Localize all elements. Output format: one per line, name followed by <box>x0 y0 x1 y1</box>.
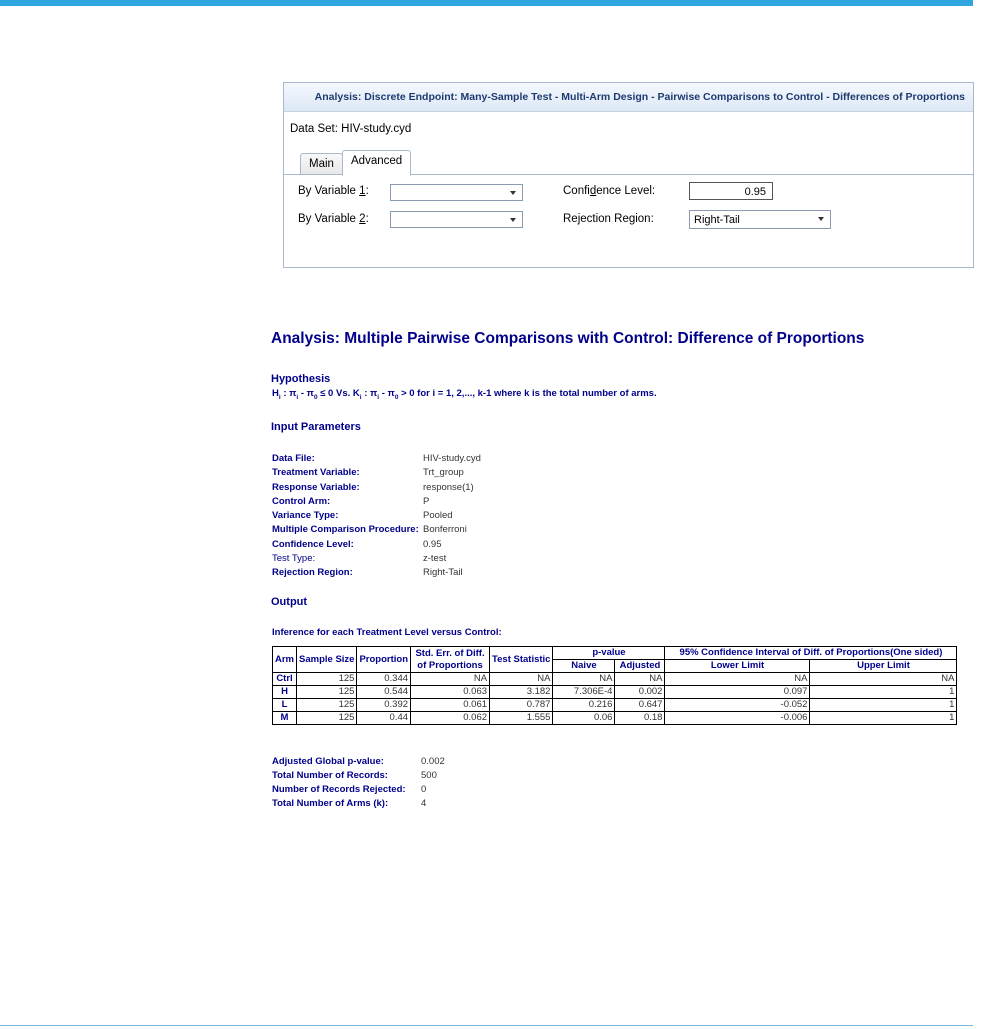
tab-bar <box>284 149 973 175</box>
table-row: M 125 0.44 0.062 1.555 0.06 0.18 -0.006 1 <box>273 712 957 725</box>
by-variable-2-dropdown[interactable] <box>390 211 523 228</box>
hypothesis-heading: Hypothesis <box>271 373 331 385</box>
by-variable-1-label: By Variable 1: <box>298 185 369 197</box>
col-proportion: Proportion <box>357 647 411 673</box>
tab-main[interactable]: Main <box>300 153 343 174</box>
by-variable-2-label: By Variable 2: <box>298 213 369 225</box>
dialog-title: Analysis: Discrete Endpoint: Many-Sample Test - Multi-Arm Design - Pairwise Comparisons to Control - Differences of Proportions <box>284 83 973 112</box>
analysis-dialog <box>283 82 974 268</box>
by-variable-1-dropdown[interactable] <box>390 184 523 201</box>
results-table <box>272 646 957 725</box>
col-adjusted: Adjusted <box>615 660 665 673</box>
top-rule <box>0 0 973 6</box>
col-std-err: Std. Err. of Diff. of Proportions <box>411 647 490 673</box>
col-ci: 95% Confidence Interval of Diff. of Proportions(One sided) <box>665 647 957 660</box>
rejection-region-dropdown[interactable] <box>689 210 831 229</box>
inference-heading: Inference for each Treatment Level versus Control: <box>272 627 502 638</box>
table-row: Ctrl 125 0.344 NA NA NA NA NA NA <box>273 673 957 686</box>
rejection-region-value: Right-Tail <box>694 214 740 226</box>
table-row: L 125 0.392 0.061 0.787 0.216 0.647 -0.052 1 <box>273 699 957 712</box>
hypothesis-text: $H_i$ : $\pi_i - \pi_0 \le 0$ Vs. $K_i$ : $\pi_i - \pi_0 > 0$ for i = 1, 2,..., k-1 where k is the total number of arms. <box>272 388 657 401</box>
input-parameters-heading: Input Parameters <box>271 421 361 433</box>
tab-advanced[interactable]: Advanced <box>342 150 411 176</box>
col-arm: Arm <box>273 647 297 673</box>
col-test-statistic: Test Statistic <box>490 647 553 673</box>
rejection-region-label: Rejection Region: <box>563 213 654 225</box>
bottom-rule <box>0 1025 973 1026</box>
table-row: H 125 0.544 0.063 3.182 7.306E-4 0.002 0.097 1 <box>273 686 957 699</box>
confidence-level-input[interactable]: 0.95 <box>689 182 773 200</box>
chevron-down-icon <box>818 217 824 221</box>
col-p-value: p-value <box>553 647 665 660</box>
dataset-label: Data Set: HIV-study.cyd <box>290 123 412 135</box>
output-heading: Output <box>271 596 308 608</box>
chevron-down-icon <box>510 191 516 195</box>
col-naive: Naive <box>553 660 615 673</box>
col-upper-limit: Upper Limit <box>810 660 957 673</box>
col-lower-limit: Lower Limit <box>665 660 810 673</box>
confidence-level-label: Confidence Level: <box>563 185 656 197</box>
report-title: Analysis: Multiple Pairwise Comparisons with Control: Difference of Proportions <box>271 330 865 347</box>
chevron-down-icon <box>510 218 516 222</box>
col-sample-size: Sample Size <box>297 647 357 673</box>
